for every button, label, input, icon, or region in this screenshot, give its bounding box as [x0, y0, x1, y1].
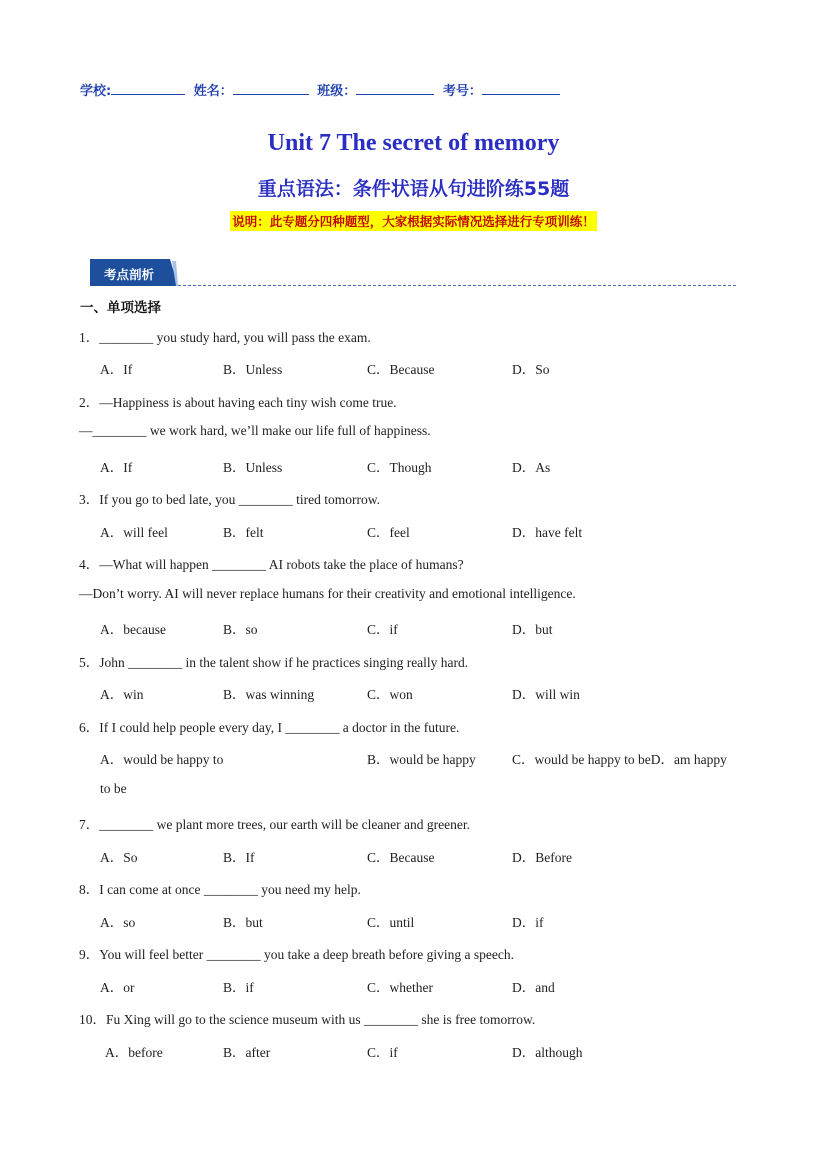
q7-option-a[interactable]: A．So [100, 850, 138, 865]
q3-option-c[interactable]: C．feel [367, 525, 410, 540]
q8-option-c[interactable]: C．until [367, 915, 415, 930]
q3-option-b[interactable]: B．felt [223, 525, 264, 540]
question-4-stem: 4．—What will happen ________ AI robots take the place of humans? [79, 557, 464, 572]
q3-option-a[interactable]: A．will feel [100, 525, 168, 540]
q1-option-d[interactable]: D．So [512, 362, 550, 377]
q2-option-d[interactable]: D．As [512, 460, 551, 475]
name-label: 姓名： [193, 84, 233, 99]
q5-option-a[interactable]: A．win [100, 687, 144, 702]
q9-option-d[interactable]: D．and [512, 980, 555, 995]
part-title: 一、单项选择 [80, 300, 161, 316]
q8-option-d[interactable]: D．if [512, 915, 544, 930]
question-2-stem: 2．—Happiness is about having each tiny wish come true. [79, 395, 397, 410]
question-8-stem: 8．I can come at once ________ you need my help. [79, 882, 361, 897]
q4-option-c[interactable]: C．if [367, 622, 398, 637]
q7-option-b[interactable]: B．If [223, 850, 255, 865]
instruction-note: 说明：此专题分四种题型，大家根据实际情况选择进行专项训练！ [230, 211, 597, 231]
q6-option-a[interactable]: A．would be happy to [100, 752, 224, 767]
q10-option-a[interactable]: A．before [105, 1045, 163, 1060]
q6-option-wrap: to be [100, 781, 127, 796]
q5-option-b[interactable]: B．was winning [223, 687, 315, 702]
question-6-stem: 6．If I could help people every day, I ________ a doctor in the future. [79, 720, 460, 735]
exam-number-label: 考号： [442, 84, 482, 99]
q8-option-a[interactable]: A．so [100, 915, 136, 930]
q7-option-d[interactable]: D．Before [512, 850, 572, 865]
q9-option-a[interactable]: A．or [100, 980, 135, 995]
page-title: Unit 7 The secret of memory [267, 130, 560, 156]
q9-option-c[interactable]: C．whether [367, 980, 433, 995]
q2-option-c[interactable]: C．Though [367, 460, 432, 475]
question-4-reply: —Don’t worry. AI will never replace humans for their creativity and emotional intelligence. [79, 586, 576, 601]
q4-option-a[interactable]: A．because [100, 622, 166, 637]
q8-option-b[interactable]: B．but [223, 915, 263, 930]
question-7-stem: 7．________ we plant more trees, our earth will be cleaner and greener. [79, 817, 470, 832]
page-subtitle: 重点语法：条件状语从句进阶练55题 [257, 178, 570, 200]
q10-option-b[interactable]: B．after [223, 1045, 271, 1060]
q7-option-c[interactable]: C．Because [367, 850, 435, 865]
student-info-line [80, 80, 560, 99]
question-10-stem: 10．Fu Xing will go to the science museum with us ________ she is free tomorrow. [79, 1012, 536, 1027]
q1-option-c[interactable]: C．Because [367, 362, 435, 377]
question-1-stem: 1．________ you study hard, you will pass the exam. [79, 330, 371, 345]
question-5-stem: 5．John ________ in the talent show if he practices singing really hard. [79, 655, 469, 670]
q10-option-d[interactable]: D．although [512, 1045, 583, 1060]
question-3-stem: 3．If you go to bed late, you ________ tired tomorrow. [79, 492, 380, 507]
q6-option-c-d[interactable]: C．would be happy to beD．am happy [512, 752, 727, 767]
school-blank[interactable] [111, 82, 185, 95]
q1-option-a[interactable]: A．If [100, 362, 133, 377]
exam-number-blank[interactable] [482, 82, 560, 95]
q4-option-d[interactable]: D．but [512, 622, 553, 637]
q3-option-d[interactable]: D．have felt [512, 525, 583, 540]
class-blank[interactable] [356, 82, 434, 95]
class-label: 班级： [317, 84, 357, 99]
q5-option-d[interactable]: D．will win [512, 687, 580, 702]
question-2-reply: —________ we work hard, we’ll make our life full of happiness. [79, 423, 431, 438]
q9-option-b[interactable]: B．if [223, 980, 254, 995]
q6-option-b[interactable]: B．would be happy [367, 752, 476, 767]
section-tab-label: 考点剖析 [104, 267, 155, 282]
q2-option-b[interactable]: B．Unless [223, 460, 283, 475]
question-9-stem: 9．You will feel better ________ you take a deep breath before giving a speech. [79, 947, 514, 962]
school-label: 学校: [80, 84, 112, 99]
note-wrapper [0, 211, 827, 231]
q4-option-b[interactable]: B．so [223, 622, 258, 637]
q2-option-a[interactable]: A．If [100, 460, 133, 475]
section-divider [178, 285, 736, 286]
q1-option-b[interactable]: B．Unless [223, 362, 283, 377]
name-blank[interactable] [233, 82, 309, 95]
q10-option-c[interactable]: C．if [367, 1045, 398, 1060]
q5-option-c[interactable]: C．won [367, 687, 413, 702]
